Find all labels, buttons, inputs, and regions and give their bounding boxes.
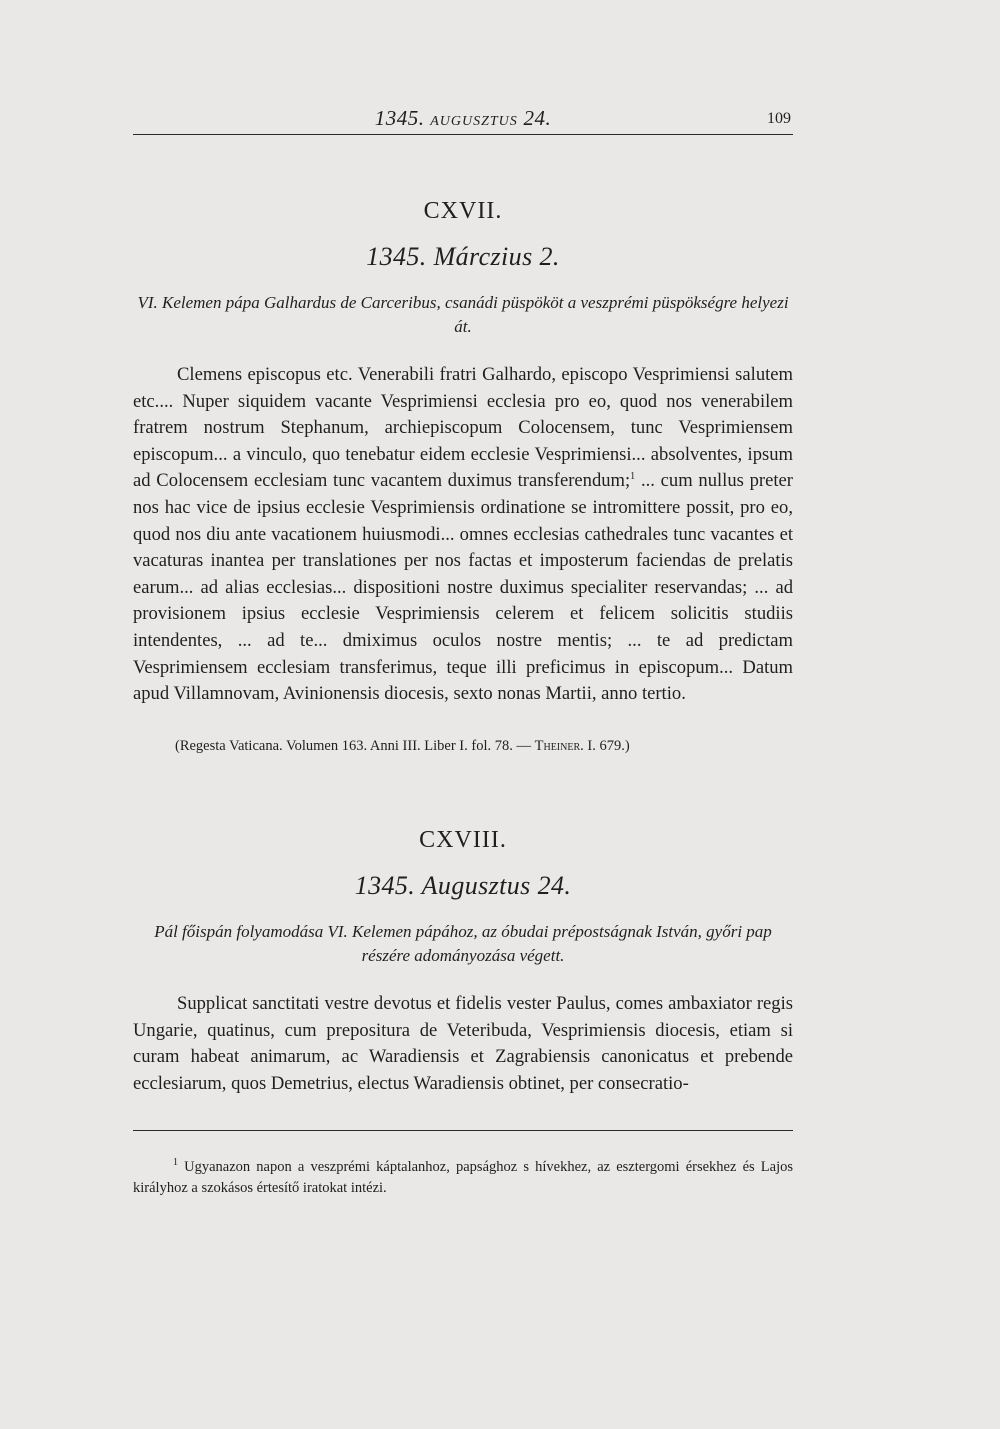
footnote-divider [133, 1130, 793, 1131]
entry-body [133, 362, 793, 708]
running-head [133, 104, 793, 135]
footnote-text: Ugyanazon napon a veszprémi káptalanhoz, papsághoz s hívekhez, az esztergomi érsekhez és Lajos királyhoz a szokásos értesítő iratokat intézi. [133, 1159, 793, 1196]
citation-text: (Regesta Vaticana. Volumen 163. Anni III. Liber I. fol. 78. — [175, 738, 531, 754]
running-head-day: 24. [523, 106, 552, 130]
entry-body-part-2: ... cum nullus preter nos hac vice de ipsius ecclesie Vesprimiensis ordinatione se intromittere possit, pro eo, quod nos diu ante vacationem huiusmodi... omnes ecclesias cathedrales tunc vacantes et vacaturas inantea per translationes per nos factas et imposterum faciendas de prelatis earum... ad alias ecclesias... dispositioni nostre duximus specialiter reservandas; ... ad provisionem ipsius ecclesie Vesprimiensis celerem et felicem solicitis studiis intendentes, ... ad te... dmiximus oculos nostre mentis; ... te ad predictam Vesprimiensem ecclesiam transferimus, teque illi preficimus in episcopum... Datum apud Villamnovam, Avinionensis diocesis, sexto nonas Martii, anno tertio. [133, 470, 793, 705]
entry-number: CXVIII. [419, 827, 507, 853]
citation-end: I. 679.) [587, 738, 630, 754]
running-head-year: 1345. [374, 106, 425, 130]
entry-summary: Pál főispán folyamodása VI. Kelemen pápához, az óbudai prépostságnak István, győri pap részére adományozása végett. [154, 922, 772, 965]
entry-number: CXVII. [423, 198, 503, 224]
running-head-month: AUGUSZTUS [430, 114, 518, 129]
entry-summary: VI. Kelemen pápa Galhardus de Carceribus, csanádi püspököt a veszprémi püspökségre helyezi át. [137, 293, 789, 336]
page-number: 109 [767, 110, 791, 127]
entry-date: 1345. Auguszt‍us 24. [354, 871, 572, 900]
entry-date: 1345. Márczius 2. [366, 242, 560, 271]
footnote-reference: 1 [630, 471, 636, 483]
footnote-marker: 1 [173, 1157, 178, 1169]
entry-body-part-1: Clemens episcopus etc. Venerabili fratri Galhardo, episcopo Vesprimiensi salutem etc.... Nuper siquidem vacante Vesprimiensi ecclesia pro eo, quod nos venerabilem fratrem nostrum Stephanum, archiepiscopum Colocensem, tunc Vesprimiensem episcopum... a vinculo, quo tenebatur eidem ecclesie Vesprimiensi... absolventes, ipsum ad Colocensem ecclesiam tunc vacantem duximus transferendum; [133, 364, 793, 492]
entry-body: Supplicat sanctitati vestre devotus et fidelis vester Paulus, comes ambaxiator regis Ungarie, quatinus, cum prepositura de Veteribuda, Vesprimiensis diocesis, etiam si curam habeat animarum, ac Waradiensis et Zagrabiensis canonicatus et prebende ecclesiarum, quos Demetrius, electus Waradiensis obtinet, per consecratio- [133, 993, 793, 1094]
citation-author: Theiner. [534, 738, 584, 754]
running-head-title [133, 106, 793, 131]
footnote [133, 1157, 793, 1199]
citation [175, 738, 795, 755]
